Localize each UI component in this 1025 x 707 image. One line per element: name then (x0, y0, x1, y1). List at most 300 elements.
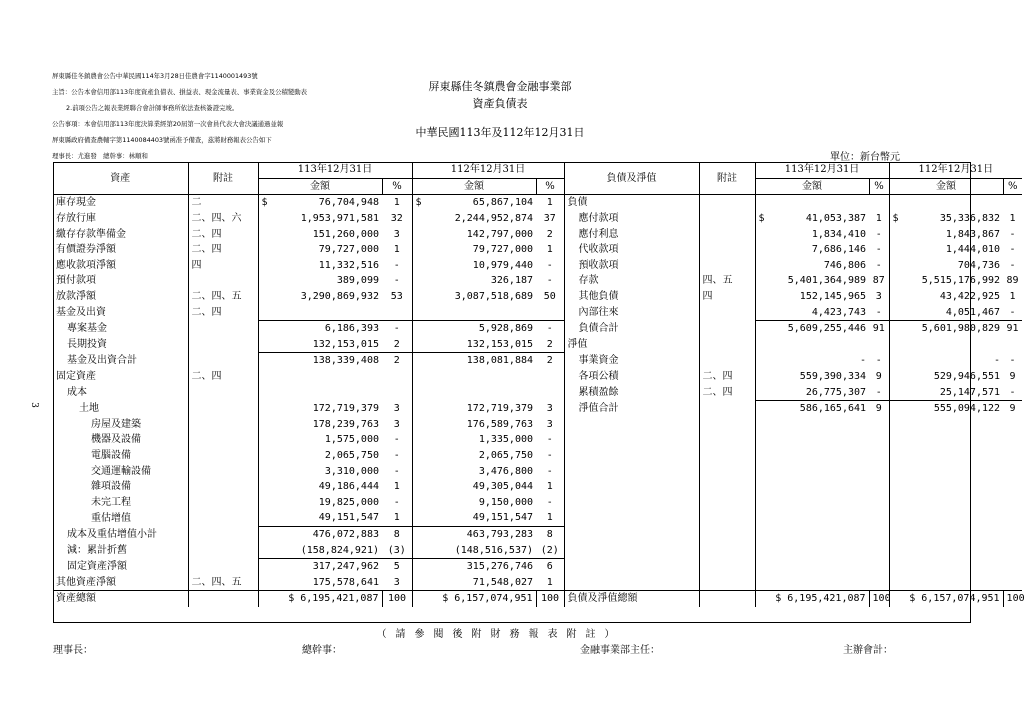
asset-112-pct-value: 37 (543, 213, 556, 225)
asset-112-pct (536, 384, 564, 400)
asset-113-pct (382, 432, 412, 448)
liab-112-pct (1003, 542, 1022, 558)
asset-113-pct (382, 369, 412, 385)
asset-112-amount (412, 400, 536, 416)
liab-112-pct (1003, 320, 1022, 336)
liab-112-pct (1003, 258, 1022, 274)
asset-113-pct (382, 494, 412, 510)
asset-label-value: 房屋及建築 (91, 418, 141, 430)
currency-symbol: $ (261, 197, 268, 209)
asset-label-value: 其他資產淨額 (56, 576, 116, 588)
table-row (53, 353, 1022, 369)
liab-note (699, 494, 755, 510)
asset-112-pct-value: (2) (540, 544, 559, 556)
asset-112-amount (412, 369, 536, 385)
org-name: 屏東縣佳冬鎮農會金融事業部 (428, 80, 572, 93)
asset-113-amount (258, 369, 382, 385)
liab-113-amount (755, 417, 869, 433)
liab-113-header: 113年12月31日 (755, 162, 889, 178)
liab-113-amount-value: 41,053,387 (805, 213, 867, 225)
asset-112-amount-value: 138,081,884 (466, 355, 534, 367)
asset-label-value: 繳存存款準備金 (56, 228, 126, 240)
liab-112-pct-value: 91 (1006, 323, 1019, 335)
asset-note (188, 542, 258, 558)
asset-label-value: 交通運輸設備 (91, 465, 151, 477)
asset-label-value: 庫存現金 (56, 197, 96, 209)
liab-113-pct (869, 369, 889, 385)
asset-label (53, 195, 188, 211)
asset-112-pct (536, 526, 564, 542)
liab-label (564, 558, 699, 574)
asset-113-pct-value: - (393, 434, 400, 446)
asset-112-amount-value: 2,065,750 (478, 449, 534, 461)
asset-112-amount-value: 2,244,952,874 (454, 213, 534, 225)
liab-112-pct-value: 9 (1009, 371, 1016, 383)
liab-112-pct (1003, 289, 1022, 305)
amount-header: 金額 (755, 178, 869, 195)
liab-112-amount-value: $ 6,157,074,951 (909, 593, 1000, 605)
asset-112-amount-value: 79,727,000 (472, 244, 534, 256)
liab-112-header: 112年12月31日 (889, 162, 1022, 178)
liab-112-amount (889, 258, 1003, 274)
liab-112-amount-value: 35,336,832 (939, 213, 1001, 225)
liab-113-amount-value: 26,775,307 (805, 386, 867, 398)
liab-113-pct (869, 574, 889, 590)
asset-112-amount (412, 448, 536, 464)
liab-112-amount (889, 526, 1003, 542)
liab-label (564, 591, 699, 607)
asset-113-amount (258, 337, 382, 353)
liab-112-amount (889, 558, 1003, 574)
asset-112-pct-value: - (546, 434, 553, 446)
liab-113-pct (869, 273, 889, 289)
asset-note (188, 304, 258, 320)
asset-112-pct-value: - (546, 449, 553, 461)
asset-113-pct (382, 337, 412, 353)
asset-112-amount-value: 142,797,000 (466, 228, 534, 240)
liab-label-value: 負債 (567, 197, 588, 209)
liab-112-pct (1003, 558, 1022, 574)
asset-112-amount-value: 176,589,763 (466, 418, 534, 430)
asset-112-pct (536, 337, 564, 353)
liab-112-pct-value: 1 (1009, 291, 1016, 303)
liab-112-pct (1003, 591, 1025, 607)
liab-112-amount-value: 529,946,551 (933, 371, 1001, 383)
asset-112-amount (412, 542, 536, 558)
liab-112-amount-value: 4,051,467 (945, 306, 1001, 318)
asset-113-amount-value: 1,575,000 (324, 434, 379, 446)
asset-112-pct-value: - (546, 259, 553, 271)
asset-label (53, 591, 188, 607)
liab-112-amount (889, 400, 1003, 416)
liab-112-pct (1003, 304, 1022, 320)
asset-label (53, 211, 188, 227)
asset-label-value: 基金及出資 (56, 306, 106, 318)
asset-112-amount-value: 65,867,104 (472, 197, 534, 209)
currency-unit: 單位：新台幣元 (830, 152, 900, 163)
asset-label-value: 應收款項淨額 (56, 259, 116, 271)
asset-label-value: 存放行庫 (56, 213, 96, 225)
asset-113-pct-value: 1 (393, 481, 400, 493)
liab-label-value: 各項公積 (578, 371, 619, 383)
liab-113-pct (869, 448, 889, 464)
asset-112-pct (536, 494, 564, 510)
liab-label (564, 289, 699, 305)
asset-112-pct (536, 510, 564, 526)
asset-113-pct (382, 353, 412, 369)
liab-113-pct-value: 9 (875, 371, 882, 383)
liab-113-amount-value: $ 6,195,421,087 (775, 593, 866, 605)
liab-note (699, 226, 755, 242)
liab-note (699, 337, 755, 353)
liab-113-pct (869, 542, 889, 558)
liab-112-pct (1003, 432, 1022, 448)
asset-113-pct (382, 526, 412, 542)
asset-note (188, 320, 258, 336)
liab-label-value: 負債及淨值總額 (567, 593, 638, 605)
asset-113-pct (382, 289, 412, 305)
liab-note (699, 558, 755, 574)
asset-note (188, 242, 258, 258)
asset-112-pct-value: 3 (546, 402, 553, 414)
asset-112-amount (412, 273, 536, 289)
liab-112-amount (889, 591, 1003, 607)
liab-112-pct (1003, 337, 1022, 353)
asset-label (53, 479, 188, 495)
asset-label (53, 510, 188, 526)
liab-113-pct (869, 242, 889, 258)
asset-113-amount (258, 273, 382, 289)
asset-label-value: 預付款項 (56, 275, 96, 287)
asset-113-pct-value: - (393, 449, 400, 461)
asset-112-pct (536, 417, 564, 433)
header-note: 屏東縣政府備查農輔字第1140084403號函准予備查，茲將財務報表公告如下 (52, 136, 272, 144)
table-row (53, 510, 1022, 526)
asset-113-amount-value: 49,186,444 (318, 481, 379, 493)
liab-113-pct-value: - (875, 244, 882, 256)
liab-112-amount-value: - (994, 355, 1001, 367)
asset-113-amount (258, 320, 382, 336)
asset-112-amount-value: 315,276,746 (466, 561, 534, 573)
liab-113-amount (755, 289, 869, 305)
liab-113-amount-value: - (860, 355, 867, 367)
asset-112-amount-value: 172,719,379 (466, 402, 534, 414)
asset-label (53, 242, 188, 258)
asset-112-pct-value: 1 (546, 197, 553, 209)
asset-113-amount-value: 76,704,948 (318, 197, 379, 209)
liab-note (699, 289, 755, 305)
asset-label (53, 289, 188, 305)
asset-112-pct-value: 1 (546, 244, 553, 256)
liab-112-amount (889, 574, 1003, 590)
liab-113-pct (869, 432, 889, 448)
liab-112-pct (1003, 384, 1022, 400)
asset-113-header: 113年12月31日 (258, 162, 412, 178)
liab-label-value: 淨值 (567, 339, 588, 351)
liab-113-amount-value: 7,686,146 (811, 244, 867, 256)
table-row (53, 369, 1022, 385)
liab-112-amount-value: 555,094,122 (933, 403, 1001, 415)
asset-113-amount (258, 211, 382, 227)
asset-112-pct (536, 320, 564, 336)
table-row (53, 242, 1022, 258)
liab-label (564, 526, 699, 542)
liab-note (699, 448, 755, 464)
asset-112-amount-value: $ 6,157,074,951 (442, 593, 533, 605)
liab-112-pct (1003, 448, 1022, 464)
liab-note (699, 510, 755, 526)
liab-112-amount-value: 1,444,010 (945, 244, 1001, 256)
liab-112-amount-value: 43,422,925 (939, 291, 1001, 303)
liab-112-pct-value: - (1009, 259, 1016, 271)
liab-note (699, 258, 755, 274)
asset-note (188, 258, 258, 274)
liab-113-pct (869, 384, 889, 400)
asset-note-value: 二、四 (191, 228, 222, 240)
asset-label-value: 未完工程 (91, 496, 131, 508)
asset-112-header: 112年12月31日 (412, 162, 564, 178)
asset-113-pct-value: - (393, 465, 400, 477)
asset-label (53, 494, 188, 510)
liab-112-pct (1003, 273, 1022, 289)
asset-note-value: 二 (191, 197, 202, 209)
liab-note (699, 384, 755, 400)
liab-112-pct (1003, 211, 1022, 227)
liab-label (564, 242, 699, 258)
asset-113-amount (258, 384, 382, 400)
liab-112-amount (889, 369, 1003, 385)
asset-label (53, 432, 188, 448)
asset-112-amount (412, 289, 536, 305)
asset-112-amount (412, 591, 536, 607)
asset-label-value: 專案基金 (67, 322, 107, 334)
asset-113-amount-value: 3,290,869,932 (300, 291, 379, 303)
liab-112-pct-value: - (1009, 228, 1016, 240)
liab-label (564, 479, 699, 495)
asset-113-amount-value: 138,339,408 (312, 355, 379, 367)
asset-112-amount (412, 195, 536, 211)
asset-note-value: 二、四 (191, 371, 222, 383)
sig-finance-head: 金融事業部主任： (580, 645, 660, 656)
table-row (53, 195, 1022, 211)
liab-113-pct (869, 320, 889, 336)
asset-113-amount-value: 389,099 (336, 275, 379, 287)
liab-113-amount (755, 320, 869, 336)
asset-113-amount-value: 11,332,516 (318, 259, 379, 271)
table-row (53, 320, 1022, 336)
liab-113-amount (755, 384, 869, 400)
liab-label (564, 542, 699, 558)
liab-113-pct (869, 289, 889, 305)
liab-112-pct (1003, 400, 1022, 416)
asset-label (53, 258, 188, 274)
liab-note (699, 400, 755, 416)
asset-label-value: 減：累計折舊 (67, 544, 127, 556)
asset-113-pct-value: 3 (393, 228, 400, 240)
asset-113-pct (382, 400, 412, 416)
liab-label-value: 其他負債 (578, 291, 619, 303)
liab-112-pct (1003, 526, 1022, 542)
asset-113-amount (258, 448, 382, 464)
asset-113-pct-value: 1 (393, 197, 400, 209)
liab-112-pct (1003, 574, 1022, 590)
liab-113-pct (869, 591, 889, 607)
asset-113-amount-value: 2,065,750 (324, 449, 379, 461)
liab-112-amount (889, 320, 1003, 336)
liab-113-pct (869, 463, 889, 479)
asset-113-amount (258, 304, 382, 320)
liab-label (564, 384, 699, 400)
asset-note-value: 二、四 (191, 244, 222, 256)
asset-113-pct-value: 2 (393, 355, 400, 367)
asset-label-value: 土地 (79, 402, 99, 414)
table-row (53, 384, 1022, 400)
asset-note (188, 558, 258, 574)
asset-note (188, 337, 258, 353)
asset-label-value: 有價證券淨額 (56, 244, 116, 256)
asset-113-amount (258, 400, 382, 416)
liab-note (699, 432, 755, 448)
asset-112-pct (536, 591, 564, 607)
table-row (53, 304, 1022, 320)
liab-112-amount (889, 304, 1003, 320)
liab-113-pct-value: - (875, 355, 882, 367)
asset-112-pct (536, 195, 564, 211)
liab-113-pct-value: - (875, 259, 882, 271)
asset-113-amount (258, 289, 382, 305)
liab-113-amount (755, 273, 869, 289)
asset-note (188, 574, 258, 590)
liab-112-pct (1003, 353, 1022, 369)
asset-112-pct-value: 3 (546, 418, 553, 430)
liab-113-pct (869, 337, 889, 353)
liab-113-amount-value: 1,834,410 (811, 228, 867, 240)
liab-113-pct (869, 195, 889, 211)
asset-112-amount-value: 71,548,027 (472, 576, 534, 588)
liab-112-amount (889, 273, 1003, 289)
asset-113-amount-value: 317,247,962 (312, 561, 379, 573)
liab-note (699, 542, 755, 558)
table-row (53, 591, 1022, 607)
table-row (53, 479, 1022, 495)
liab-112-amount (889, 289, 1003, 305)
asset-113-amount (258, 574, 382, 590)
liab-113-amount (755, 479, 869, 495)
liab-note (699, 353, 755, 369)
asset-label (53, 226, 188, 242)
asset-112-pct-value: 2 (546, 228, 553, 240)
asset-113-amount (258, 526, 382, 542)
liab-note (699, 195, 755, 211)
asset-label (53, 558, 188, 574)
asset-112-pct (536, 304, 564, 320)
asset-112-pct-value: - (546, 496, 553, 508)
asset-112-amount (412, 242, 536, 258)
liab-113-amount (755, 195, 869, 211)
asset-label-value: 成本 (67, 386, 87, 398)
liab-113-pct (869, 258, 889, 274)
asset-112-pct-value: 100 (540, 593, 560, 605)
asset-113-pct-value: 1 (393, 512, 400, 524)
asset-112-amount (412, 526, 536, 542)
liab-113-amount-value: 5,401,364,989 (787, 275, 867, 287)
liab-label-value: 存款 (578, 275, 599, 287)
asset-113-amount-value: 175,578,641 (312, 576, 379, 588)
asset-note-value: 二、四 (191, 306, 222, 318)
liab-113-amount (755, 558, 869, 574)
liab-label-value: 負債合計 (578, 322, 619, 334)
asset-112-pct (536, 273, 564, 289)
asset-label-value: 放款淨額 (56, 291, 96, 303)
liab-label (564, 400, 699, 416)
asset-112-pct (536, 258, 564, 274)
liab-112-amount (889, 494, 1003, 510)
asset-113-amount (258, 463, 382, 479)
asset-113-pct-value: - (393, 323, 400, 335)
asset-note (188, 384, 258, 400)
liab-112-pct-value: 100 (1006, 593, 1025, 605)
table-row (53, 400, 1022, 416)
liab-label (564, 448, 699, 464)
liab-112-amount (889, 195, 1003, 211)
liab-113-amount (755, 337, 869, 353)
asset-note (188, 510, 258, 526)
asset-112-pct-value: 6 (546, 561, 553, 573)
asset-label-value: 基金及出資合計 (67, 355, 137, 367)
asset-label-value: 成本及重估增值小計 (67, 528, 157, 540)
liab-112-pct-value: - (1009, 306, 1016, 318)
asset-112-amount (412, 320, 536, 336)
asset-113-pct (382, 226, 412, 242)
assets-header: 資產 (53, 162, 188, 195)
asset-label-value: 機器及設備 (91, 434, 141, 446)
liab-113-pct-value: - (875, 386, 882, 398)
liab-113-pct (869, 558, 889, 574)
currency-symbol: $ (892, 213, 899, 225)
liab-112-amount (889, 211, 1003, 227)
asset-112-amount-value: 9,150,000 (478, 496, 534, 508)
asset-112-amount (412, 258, 536, 274)
liab-112-pct (1003, 479, 1022, 495)
liab-113-amount-value: 559,390,334 (799, 371, 867, 383)
asset-113-pct (382, 242, 412, 258)
liab-112-pct-value: - (1009, 244, 1016, 256)
asset-112-amount-value: (148,516,537) (454, 544, 534, 556)
asset-label (53, 448, 188, 464)
asset-label (53, 337, 188, 353)
asset-112-amount-value: 5,928,869 (478, 323, 534, 335)
asset-112-amount (412, 211, 536, 227)
liab-113-amount (755, 369, 869, 385)
asset-113-pct (382, 448, 412, 464)
asset-113-pct-value: - (393, 496, 400, 508)
asset-112-pct (536, 558, 564, 574)
asset-113-pct-value: 8 (393, 528, 400, 540)
liab-112-amount (889, 432, 1003, 448)
asset-112-pct (536, 463, 564, 479)
liab-label-value: 淨值合計 (578, 402, 619, 414)
asset-113-pct-value: - (393, 275, 400, 287)
asset-113-amount-value: 3,310,000 (324, 465, 379, 477)
liab-label-value: 應付利息 (578, 228, 619, 240)
liab-113-amount (755, 574, 869, 590)
asset-note (188, 289, 258, 305)
asset-112-amount (412, 574, 536, 590)
asset-label-value: 電腦設備 (91, 449, 131, 461)
liab-label (564, 432, 699, 448)
liab-113-pct-value: 87 (872, 275, 885, 287)
sig-chairman: 理事長： (53, 645, 93, 656)
